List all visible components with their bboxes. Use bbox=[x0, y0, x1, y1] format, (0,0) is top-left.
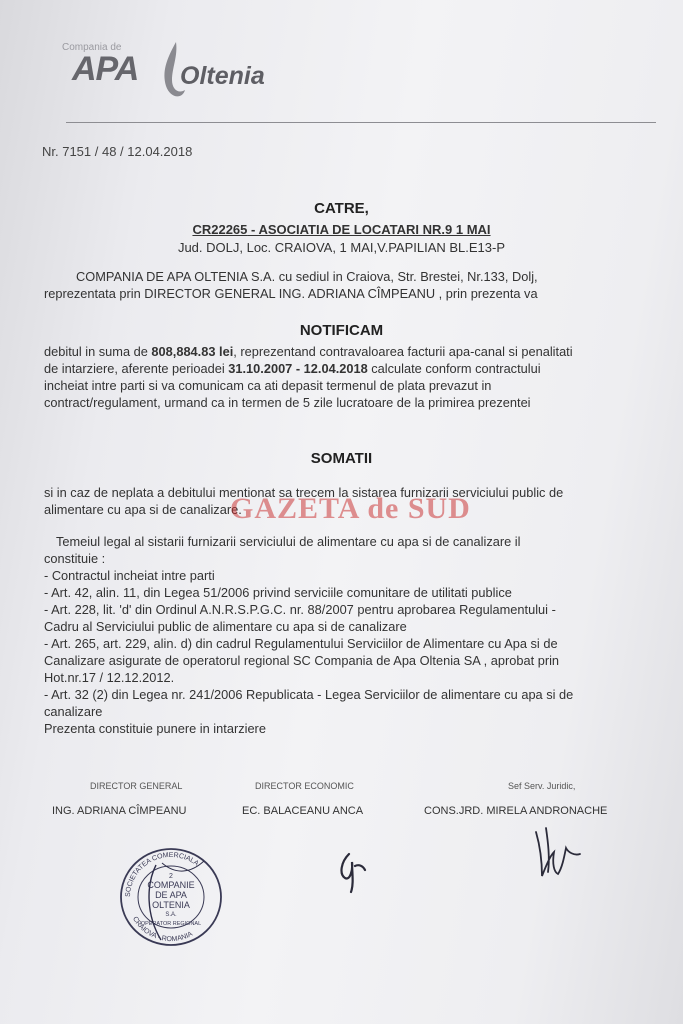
notif-l4: contract/regulament, urmand ca in termen de 5 zile lucratoare de la primirea prezentei bbox=[44, 395, 531, 410]
notif-l1a: debitul in suma de bbox=[44, 344, 152, 359]
temeiul-l12: Prezenta constituie punere in intarziere bbox=[44, 721, 266, 736]
debt-amount: 808,884.83 lei bbox=[151, 344, 234, 359]
notificam-heading: NOTIFICAM bbox=[299, 322, 384, 339]
header-divider bbox=[66, 122, 656, 123]
stamp-line1: COMPANIE bbox=[147, 880, 195, 890]
stamp-line4: S.A. bbox=[165, 912, 177, 918]
debt-period: 31.10.2007 - 12.04.2018 bbox=[228, 361, 368, 376]
logo-sub-text: Oltenia bbox=[180, 62, 265, 90]
company-name: COMPANIA DE APA OLTENIA S.A. bbox=[76, 269, 276, 284]
recipient-line bbox=[0, 222, 683, 237]
temeiul-l5: - Art. 228, lit. 'd' din Ordinul A.N.R.S.P.G.C. nr. 88/2007 pentru aprobarea Regulamentului - bbox=[44, 602, 556, 617]
newspaper-watermark: GAZETA de SUD bbox=[230, 492, 471, 525]
somatii-heading: SOMATII bbox=[310, 450, 373, 467]
temeiul-l8: Canalizare asigurate de operatorul regional SC Compania de Apa Oltenia SA , aprobat prin bbox=[44, 653, 560, 668]
recipient-address: Jud. DOLJ, Loc. CRAIOVA, 1 MAI,V.PAPILIAN BL.E13-P bbox=[177, 240, 506, 255]
catre-heading: CATRE, bbox=[314, 200, 369, 217]
recipient-code: CR22265 bbox=[192, 222, 248, 237]
temeiul-l2: constituie : bbox=[44, 551, 106, 566]
temeiul-l4: - Art. 42, alin. 11, din Legea 51/2006 privind serviciile comunitare de utilitati publice bbox=[44, 585, 512, 600]
logo-main-text: APA bbox=[72, 50, 139, 88]
signature-role-director-general: DIRECTOR GENERAL bbox=[90, 781, 183, 791]
temeiul-l9: Hot.nr.17 / 12.12.2012. bbox=[44, 670, 175, 685]
stamp-line3: OLTENIA bbox=[152, 900, 190, 910]
notif-l1b: , reprezentand contravaloarea facturii apa-canal si penalitati bbox=[233, 344, 573, 359]
svg-text:CRAIOVA - ROMANIA bbox=[131, 916, 194, 943]
signature-role-juridic: Sef Serv. Juridic, bbox=[508, 781, 576, 791]
intro-line1-rest: cu sediul in Craiova, Str. Brestei, Nr.133, Dolj, bbox=[275, 269, 538, 284]
company-logo bbox=[62, 38, 342, 102]
somatii-l1: si in caz de neplata a debitului mentionat sa trecem la sistarea furnizarii serviciului public de bbox=[44, 485, 564, 500]
signature-role-director-economic: DIRECTOR ECONOMIC bbox=[255, 781, 354, 791]
temeiul-l1: Temeiul legal al sistarii furnizarii serviciului de alimentare cu apa si de canalizare il bbox=[56, 534, 521, 549]
signature-name-director-economic: EC. BALACEANU ANCA bbox=[242, 805, 364, 817]
notif-l3: incheiat intre parti si va comunicam ca ati depasit termenul de plata prevazut in bbox=[44, 378, 492, 393]
recipient-name: - ASOCIATIA DE LOCATARI NR.9 1 MAI bbox=[247, 222, 491, 237]
somatii-l2: alimentare cu apa si de canalizare. bbox=[44, 502, 242, 517]
signature-juridic bbox=[528, 822, 584, 884]
intro-line2: reprezentata prin DIRECTOR GENERAL ING. ADRIANA CÎMPEANU , prin prezenta va bbox=[44, 286, 538, 301]
legal-basis-paragraph bbox=[44, 533, 648, 737]
company-stamp bbox=[116, 845, 226, 950]
intro-paragraph bbox=[44, 268, 648, 302]
stamp-ring-bottom: CRAIOVA - ROMANIA bbox=[131, 915, 194, 944]
temeiul-l3: - Contractul incheiat intre parti bbox=[44, 568, 215, 583]
stamp-ring-top: SOCIETATEA COMERCIALA bbox=[124, 851, 200, 898]
signature-name-juridic: CONS.JRD. MIRELA ANDRONACHE bbox=[424, 805, 608, 817]
temeiul-l10: - Art. 32 (2) din Legea nr. 241/2006 Republicata - Legea Serviciilor de alimentare cu apa si de bbox=[44, 687, 574, 702]
notification-paragraph bbox=[44, 343, 648, 411]
stamp-line2: DE APA bbox=[155, 890, 187, 900]
temeiul-l11: canalizare bbox=[44, 704, 103, 719]
signature-director-economic bbox=[335, 848, 375, 896]
temeiul-l6: Cadru al Serviciului public de alimentare cu apa si de canalizare bbox=[44, 619, 407, 634]
document-number: Nr. 7151 / 48 / 12.04.2018 bbox=[42, 144, 193, 159]
stamp-ring-mid: OPERATOR REGIONAL bbox=[140, 921, 202, 927]
logo-small-text: Compania de bbox=[62, 42, 122, 53]
notif-l2b: calculate conform contractului bbox=[367, 361, 541, 376]
stamp-number: 2 bbox=[169, 873, 173, 880]
signature-name-director-general: ING. ADRIANA CÎMPEANU bbox=[52, 805, 187, 817]
notif-l2a: de intarziere, aferente perioadei bbox=[44, 361, 229, 376]
temeiul-l7: - Art. 265, art. 229, alin. d) din cadrul Regulamentului Serviciilor de Alimentare cu Apa si de bbox=[44, 636, 558, 651]
